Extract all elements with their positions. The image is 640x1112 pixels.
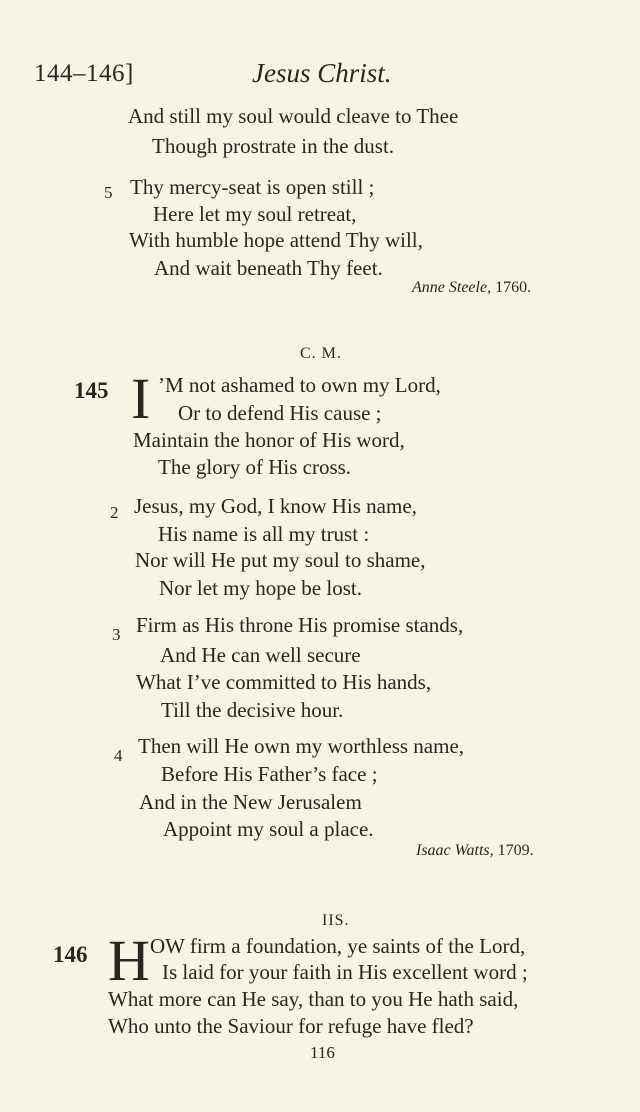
hymn-line: Thy mercy-seat is open still ; xyxy=(130,175,375,199)
hymn-line: What I’ve committed to His hands, xyxy=(136,670,432,694)
hymn-line: Who unto the Saviour for refuge have fled? xyxy=(108,1014,474,1038)
hymn-line: With humble hope attend Thy will, xyxy=(129,228,423,252)
hymn-line: Before His Father’s face ; xyxy=(161,762,378,786)
meter-label: IIS. xyxy=(322,912,350,929)
hymn-line: Or to defend His cause ; xyxy=(178,401,382,425)
hymn-line: ’M not ashamed to own my Lord, xyxy=(158,373,441,397)
hymn-line: Though prostrate in the dust. xyxy=(152,134,395,158)
page-number: 116 xyxy=(310,1043,335,1062)
verse-number: 5 xyxy=(104,183,113,202)
hymn-line: Firm as His throne His promise stands, xyxy=(136,613,464,637)
verse-number: 3 xyxy=(112,625,121,644)
hymn-line: Appoint my soul a place. xyxy=(163,817,374,841)
author-name: Isaac Watts xyxy=(416,842,490,859)
running-head-range: 144–146] xyxy=(34,60,134,87)
hymn-line: And He can well secure xyxy=(160,643,361,667)
hymn-line: The glory of His cross. xyxy=(158,455,352,479)
hymn-number: 146 xyxy=(53,942,88,967)
hymn-line: Nor will He put my soul to shame, xyxy=(135,548,426,572)
running-head-title: Jesus Christ. xyxy=(252,58,392,88)
attribution-year: , 1709. xyxy=(489,842,534,859)
verse-number: 4 xyxy=(114,746,123,765)
hymn-line: Nor let my hope be lost. xyxy=(159,576,362,600)
attribution xyxy=(416,842,534,860)
hymn-line: His name is all my trust : xyxy=(158,522,370,546)
meter-label: C. M. xyxy=(300,345,342,362)
hymn-line: Maintain the honor of His word, xyxy=(133,428,405,452)
attribution-year: , 1760. xyxy=(487,279,532,296)
hymn-line: What more can He say, than to you He hath said, xyxy=(108,987,519,1011)
author-name: Anne Steele xyxy=(412,279,488,296)
hymn-number: 145 xyxy=(74,378,109,403)
attribution xyxy=(412,279,531,297)
hymn-line: And wait beneath Thy feet. xyxy=(154,256,383,280)
hymn-line: Is laid for your faith in His excellent word ; xyxy=(162,960,528,984)
drop-cap: H xyxy=(108,928,150,993)
hymn-line: Jesus, my God, I know His name, xyxy=(134,494,417,518)
hymn-line: And still my soul would cleave to Thee xyxy=(128,104,459,128)
verse-number: 2 xyxy=(110,503,119,522)
hymn-line: Here let my soul retreat, xyxy=(153,202,357,226)
hymn-line: Till the decisive hour. xyxy=(161,698,344,722)
drop-cap: I xyxy=(131,366,151,431)
hymn-line: Then will He own my worthless name, xyxy=(138,734,465,758)
hymn-line: OW firm a foundation, ye saints of the Lord, xyxy=(150,934,526,958)
hymn-line: And in the New Jerusalem xyxy=(139,790,362,814)
